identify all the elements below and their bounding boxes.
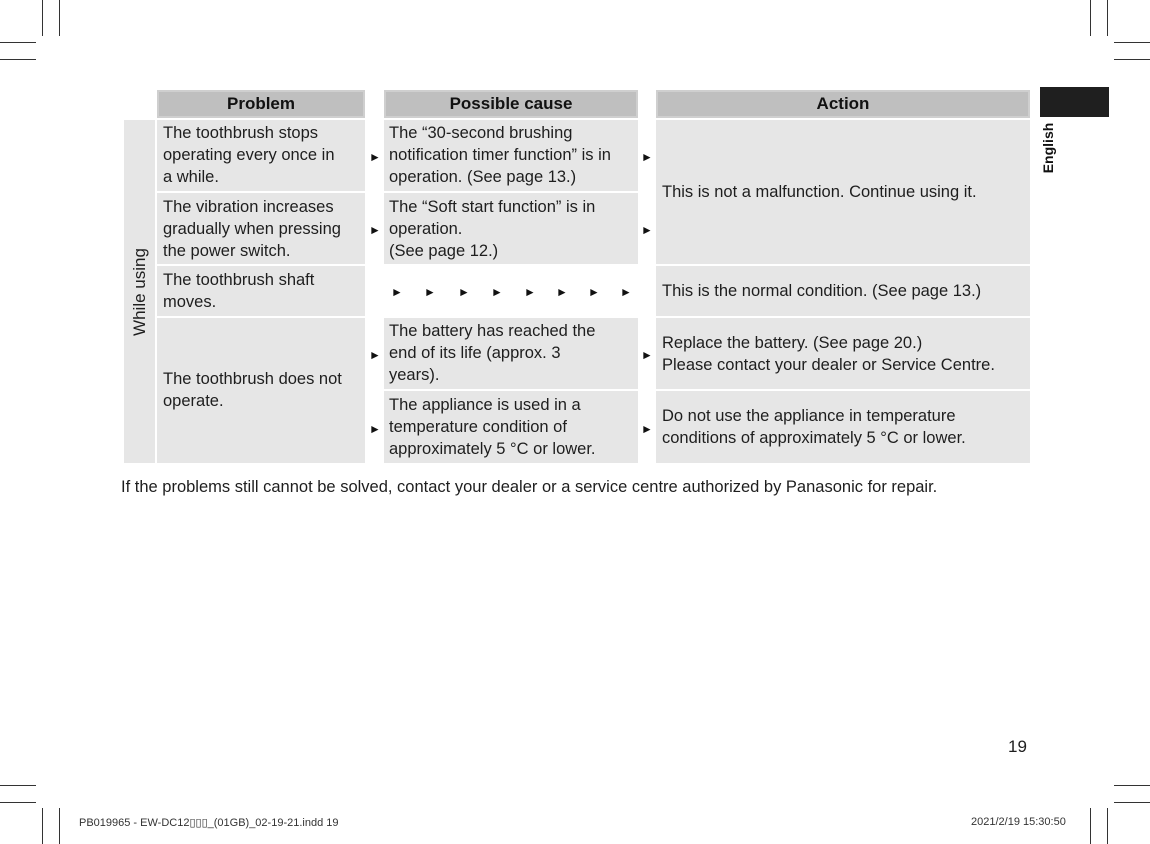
cause-cell-1 [384, 120, 638, 191]
cause-text: The appliance is used in a temperature condition of approximately 5 °C or lower. [389, 396, 596, 458]
cause-cell-4 [384, 318, 638, 389]
action-text: Replace the battery. (See page 20.) Please contact your dealer or Service Centre. [662, 334, 995, 374]
problem-text: The vibration increases gradually when pressing the power switch. [163, 198, 341, 260]
crop-mark [42, 808, 43, 844]
arrow-icon: ► [641, 150, 653, 164]
action-cell-1-2 [656, 120, 1030, 264]
arrow-icon: ► [641, 422, 653, 436]
arrow-icon: ► [641, 223, 653, 237]
crop-mark [0, 42, 36, 43]
footnote: If the problems still cannot be solved, contact your dealer or a service centre authorized by Panasonic for repair. [121, 478, 938, 496]
problem-text: The toothbrush stops operating every once in a while. [163, 124, 335, 186]
arrow-icon: ► [369, 422, 381, 436]
crop-mark [42, 0, 43, 36]
problem-cell-2 [157, 193, 365, 264]
crop-mark [1114, 59, 1150, 60]
slug-filename: PB019965 - EW-DC12▯▯▯_(01GB)_02-19-21.indd 19 [79, 817, 339, 829]
arrow-icon: ► [556, 285, 568, 299]
header-action: Action [656, 90, 1030, 118]
problem-cell-3 [157, 266, 365, 316]
arrow-icon: ► [641, 348, 653, 362]
action-cell-5 [656, 391, 1030, 463]
crop-mark [1107, 808, 1108, 844]
header-problem: Problem [157, 90, 365, 118]
arrow-icon: ► [424, 285, 436, 299]
crop-mark [0, 802, 36, 803]
cause-cell-5 [384, 391, 638, 463]
header-possible-cause: Possible cause [384, 90, 638, 118]
action-cell-4 [656, 318, 1030, 389]
action-text: This is the normal condition. (See page 13.) [662, 282, 982, 300]
arrow-icon: ► [458, 285, 470, 299]
crop-mark [59, 808, 60, 844]
crop-mark [1114, 785, 1150, 786]
arrow-icon: ► [369, 223, 381, 237]
problem-cell-1 [157, 120, 365, 191]
problem-cell-4 [157, 318, 365, 463]
action-text: This is not a malfunction. Continue using it. [662, 183, 977, 201]
crop-mark [59, 0, 60, 36]
crop-mark [0, 59, 36, 60]
arrow-icon: ► [620, 285, 632, 299]
crop-mark [1090, 0, 1091, 36]
action-cell-3 [656, 266, 1030, 316]
arrow-icon: ► [588, 285, 600, 299]
cause-text: The “Soft start function” is in operation. (See page 12.) [389, 198, 596, 260]
crop-mark [1107, 0, 1108, 36]
language-label: English [1040, 122, 1056, 174]
arrow-icon: ► [524, 285, 536, 299]
cause-cell-2 [384, 193, 638, 264]
problem-text: The toothbrush does not operate. [163, 370, 342, 410]
language-tab [1040, 87, 1109, 117]
arrow-icon: ► [391, 285, 403, 299]
page-number: 19 [1008, 737, 1027, 756]
crop-mark [1114, 42, 1150, 43]
slug-datetime: 2021/2/19 15:30:50 [971, 816, 1066, 828]
arrow-icon: ► [491, 285, 503, 299]
cause-text: The “30-second brushing notification timer function” is in operation. (See page 13.) [389, 124, 611, 186]
crop-mark [1114, 802, 1150, 803]
arrow-icon: ► [369, 150, 381, 164]
action-text: Do not use the appliance in temperature conditions of approximately 5 °C or lower. [662, 407, 966, 447]
problem-text: The toothbrush shaft moves. [163, 271, 315, 311]
cause-text: The battery has reached the end of its life (approx. 3 years). [389, 322, 596, 384]
crop-mark [0, 785, 36, 786]
crop-mark [1090, 808, 1091, 844]
side-label: While using [129, 247, 149, 336]
side-label-cell [124, 120, 155, 463]
arrow-icon: ► [369, 348, 381, 362]
